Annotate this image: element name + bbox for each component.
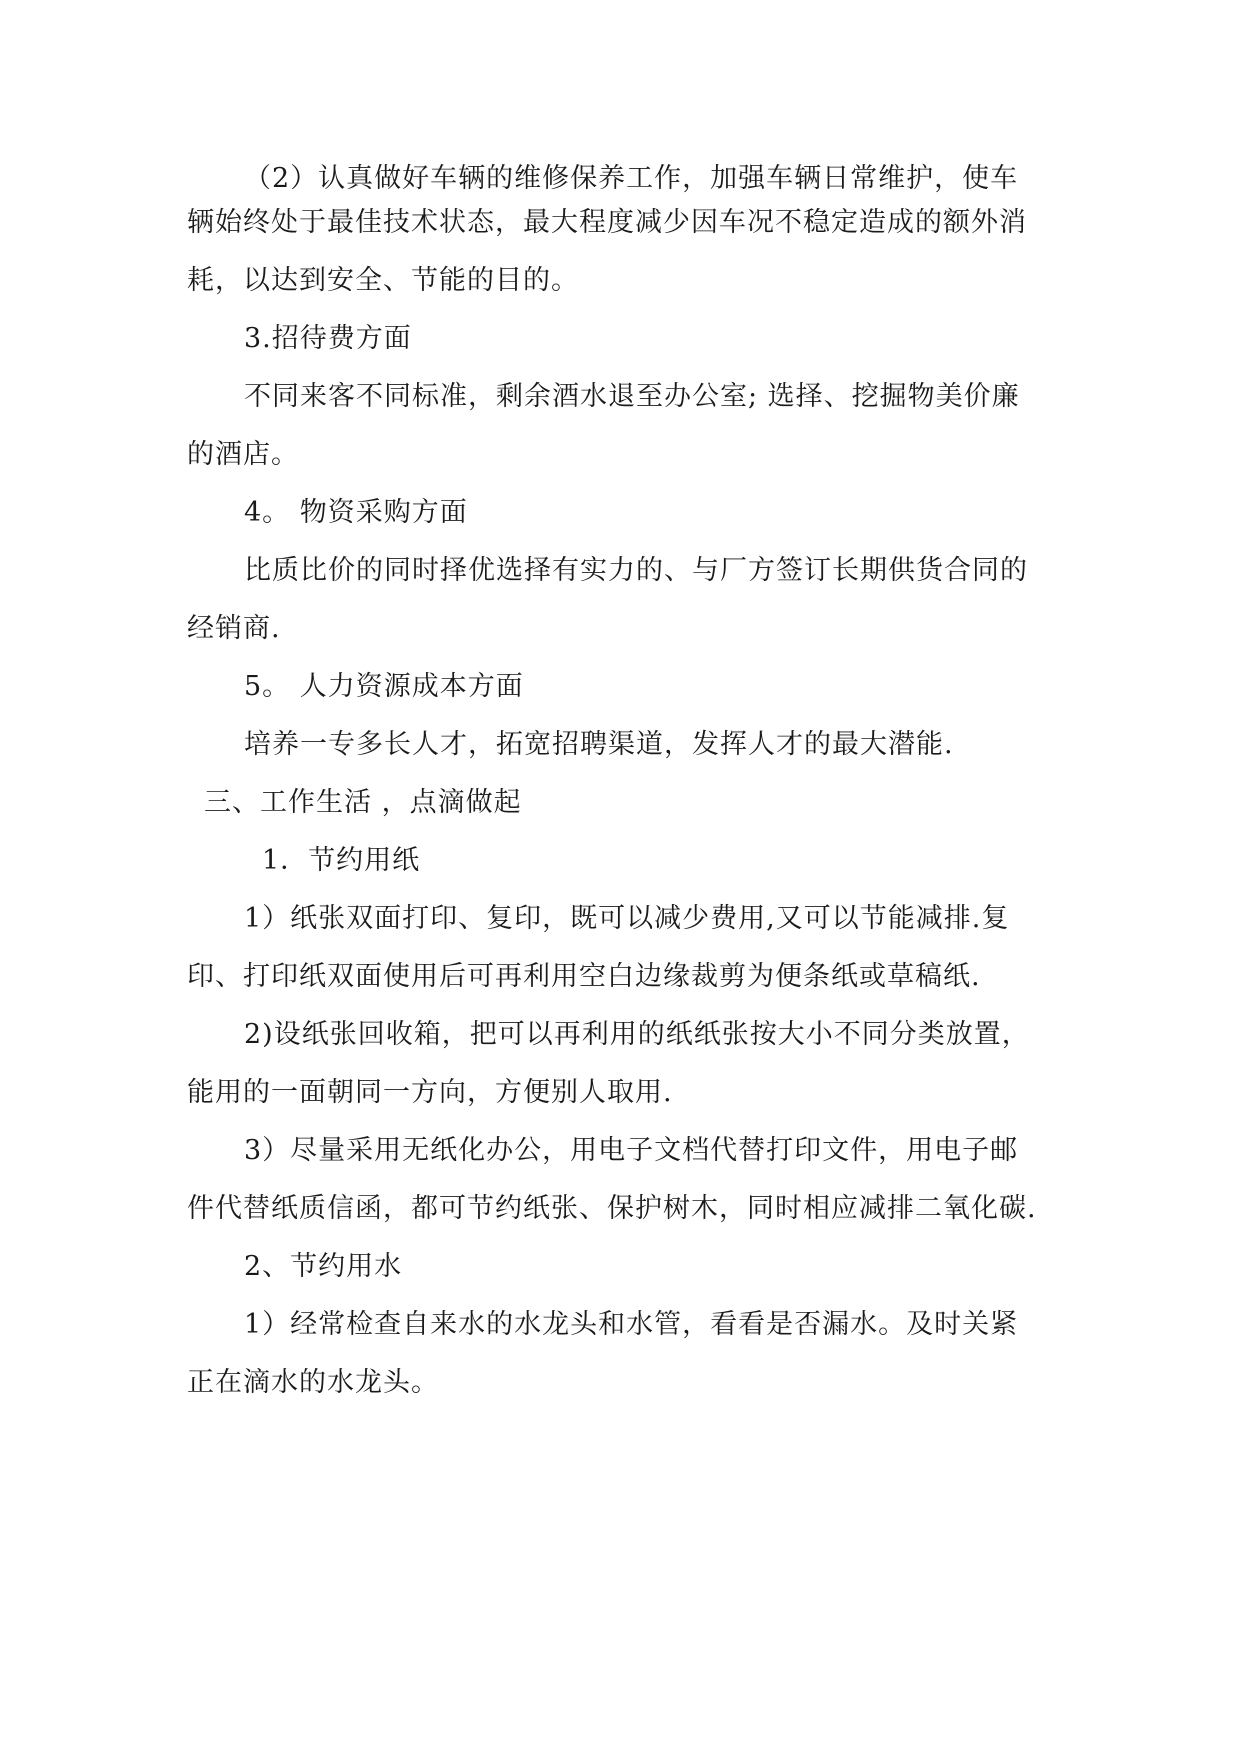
paragraph-double-sided-printing-line-1: 1）纸张双面打印、复印，既可以减少费用,又可以节能减排.复 [244, 903, 1010, 934]
paragraph-recycling-box-line-1: 2)设纸张回收箱，把可以再利用的纸纸张按大小不同分类放置， [244, 1019, 1030, 1050]
paragraph-human-resources: 培养一专多长人才，拓宽招聘渠道，发挥人才的最大潜能. [244, 729, 954, 760]
paragraph-check-faucets-line-2: 正在滴水的水龙头。 [187, 1367, 439, 1398]
paragraph-vehicle-maintenance-line-1: （2）认真做好车辆的维修保养工作，加强车辆日常维护，使车 [244, 163, 1019, 194]
paragraph-procurement-line-1: 比质比价的同时择优选择有实力的、与厂方签订长期供货合同的 [244, 555, 1028, 586]
paragraph-vehicle-maintenance-line-2: 辆始终处于最佳技术状态，最大程度减少因车况不稳定造成的额外消 [187, 207, 1027, 238]
paragraph-entertainment-line-2: 的酒店。 [187, 439, 299, 470]
section-heading-procurement: 4。 物资采购方面 [244, 497, 468, 528]
section-heading-human-resources: 5。 人力资源成本方面 [244, 671, 524, 702]
paragraph-entertainment-line-1: 不同来客不同标准，剩余酒水退至办公室; 选择、挖掘物美价廉 [244, 381, 1020, 412]
paragraph-paperless-office-line-2: 件代替纸质信函，都可节约纸张、保护树木，同时相应减排二氧化碳. [187, 1193, 1037, 1224]
paragraph-double-sided-printing-line-2: 印、打印纸双面使用后可再利用空白边缘裁剪为便条纸或草稿纸. [187, 961, 981, 992]
chapter-heading-work-life: 三、工作生活 ，点滴做起 [204, 787, 522, 818]
subheading-save-water: 2、节约用水 [244, 1251, 403, 1282]
paragraph-procurement-line-2: 经销商. [187, 613, 281, 644]
paragraph-recycling-box-line-2: 能用的一面朝同一方向，方便别人取用. [187, 1077, 673, 1108]
subheading-save-paper: 1．节约用纸 [262, 845, 421, 876]
paragraph-paperless-office-line-1: 3）尽量采用无纸化办公，用电子文档代替打印文件，用电子邮 [244, 1135, 1019, 1166]
paragraph-check-faucets-line-1: 1）经常检查自来水的水龙头和水管，看看是否漏水。及时关紧 [244, 1309, 1019, 1340]
paragraph-vehicle-maintenance-line-3: 耗，以达到安全、节能的目的。 [187, 265, 579, 296]
section-heading-entertainment: 3.招待费方面 [244, 323, 412, 354]
